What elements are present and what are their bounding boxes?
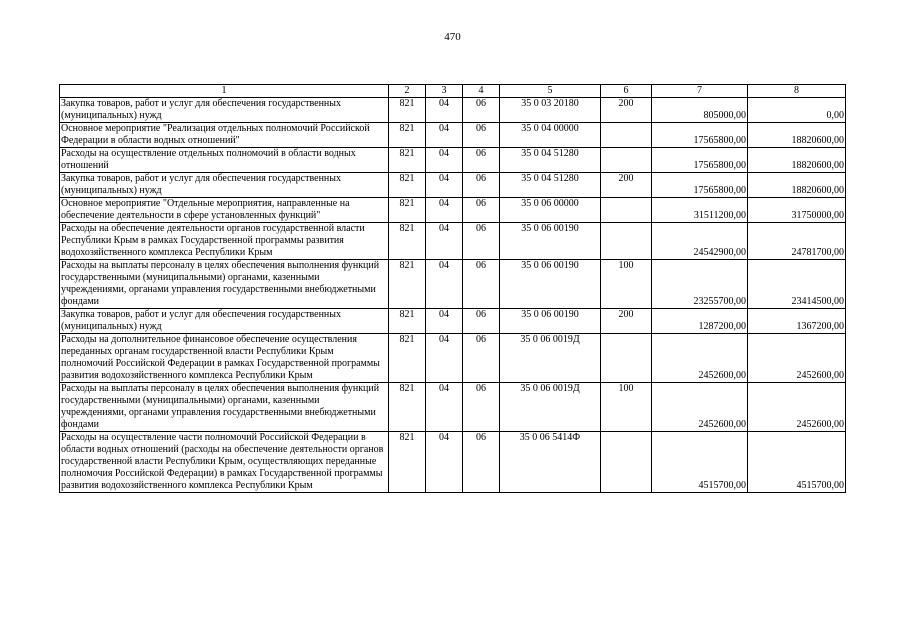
table-row (60, 148, 846, 173)
row-amount-col8: 18820600,00 (748, 148, 846, 173)
table-row (60, 198, 846, 223)
row-code-target: 35 0 06 5414Ф (500, 432, 601, 493)
table-row (60, 260, 846, 309)
row-description: Расходы на выплаты персоналу в целях обеспечения выполнения функций государственными (муниципальными) органами, казенными учреждениями, органами управления государственными внебюджетными фондами (60, 383, 389, 432)
row-code-section: 04 (426, 198, 463, 223)
row-code-ministry: 821 (389, 260, 426, 309)
column-header: 6 (601, 85, 652, 98)
row-code-section: 04 (426, 334, 463, 383)
row-amount-col8: 2452600,00 (748, 334, 846, 383)
row-code-subsection: 06 (463, 148, 500, 173)
row-description: Закупка товаров, работ и услуг для обеспечения государственных (муниципальных) нужд (60, 98, 389, 123)
row-code-subsection: 06 (463, 123, 500, 148)
row-code-subsection: 06 (463, 309, 500, 334)
row-code-ministry: 821 (389, 334, 426, 383)
row-amount-col8: 1367200,00 (748, 309, 846, 334)
column-header: 5 (500, 85, 601, 98)
row-amount-col7: 31511200,00 (652, 198, 748, 223)
row-description: Закупка товаров, работ и услуг для обеспечения государственных (муниципальных) нужд (60, 173, 389, 198)
row-amount-col8: 4515700,00 (748, 432, 846, 493)
row-code-ministry: 821 (389, 123, 426, 148)
row-code-subsection: 06 (463, 173, 500, 198)
row-code-subsection: 06 (463, 432, 500, 493)
row-description: Расходы на осуществление отдельных полномочий в области водных отношений (60, 148, 389, 173)
row-amount-col7: 17565800,00 (652, 123, 748, 148)
row-amount-col8: 24781700,00 (748, 223, 846, 260)
row-code-subsection: 06 (463, 98, 500, 123)
row-code-target: 35 0 06 00190 (500, 260, 601, 309)
row-code-ministry: 821 (389, 309, 426, 334)
row-amount-col7: 17565800,00 (652, 173, 748, 198)
row-amount-col8: 18820600,00 (748, 173, 846, 198)
row-code-target: 35 0 06 00190 (500, 223, 601, 260)
row-amount-col8: 0,00 (748, 98, 846, 123)
row-amount-col7: 23255700,00 (652, 260, 748, 309)
row-code-section: 04 (426, 432, 463, 493)
row-code-subsection: 06 (463, 334, 500, 383)
row-code-target: 35 0 06 00190 (500, 309, 601, 334)
row-code-target: 35 0 04 00000 (500, 123, 601, 148)
row-code-target: 35 0 06 0019Д (500, 334, 601, 383)
column-header: 3 (426, 85, 463, 98)
row-code-expense-type (601, 334, 652, 383)
column-header: 4 (463, 85, 500, 98)
row-description: Расходы на выплаты персоналу в целях обеспечения выполнения функций государственными (муниципальными) органами, казенными учреждениями, органами управления государственными внебюджетными фондами (60, 260, 389, 309)
page-number: 470 (444, 31, 461, 43)
row-code-ministry: 821 (389, 198, 426, 223)
row-description: Основное мероприятие "Реализация отдельных полномочий Российской Федерации в области водных отношений" (60, 123, 389, 148)
table-row (60, 123, 846, 148)
row-code-expense-type: 100 (601, 260, 652, 309)
row-code-section: 04 (426, 98, 463, 123)
column-header: 7 (652, 85, 748, 98)
row-code-section: 04 (426, 123, 463, 148)
row-description: Основное мероприятие "Отдельные мероприятия, направленные на обеспечение деятельности в сфере установленных функций" (60, 198, 389, 223)
row-code-subsection: 06 (463, 383, 500, 432)
row-description: Расходы на дополнительное финансовое обеспечение осуществления переданных органам государственной власти Республики Крым полномочий Российской Федерации в рамках Государственной программы развития водохозяйственного комплекса Республики Крым (60, 334, 389, 383)
row-description: Расходы на осуществление части полномочий Российской Федерации в области водных отношений (расходы на обеспечение деятельности органов государственной власти Республики Крым, осуществляющих переданные полномочия Российской Федерации) в рамках Государственной программы развития водохозяйственного комплекса Республики Крым (60, 432, 389, 493)
table-row (60, 383, 846, 432)
row-amount-col7: 805000,00 (652, 98, 748, 123)
row-amount-col8: 2452600,00 (748, 383, 846, 432)
row-code-ministry: 821 (389, 383, 426, 432)
row-amount-col8: 18820600,00 (748, 123, 846, 148)
row-code-ministry: 821 (389, 98, 426, 123)
column-header: 8 (748, 85, 846, 98)
column-header: 1 (60, 85, 389, 98)
row-description: Закупка товаров, работ и услуг для обеспечения государственных (муниципальных) нужд (60, 309, 389, 334)
row-code-expense-type: 200 (601, 173, 652, 198)
row-amount-col7: 2452600,00 (652, 383, 748, 432)
table-row (60, 173, 846, 198)
row-code-ministry: 821 (389, 223, 426, 260)
row-code-expense-type: 200 (601, 309, 652, 334)
table-row (60, 223, 846, 260)
table-row (60, 309, 846, 334)
row-code-section: 04 (426, 260, 463, 309)
row-code-expense-type (601, 148, 652, 173)
table-row (60, 334, 846, 383)
row-code-expense-type (601, 223, 652, 260)
row-code-ministry: 821 (389, 148, 426, 173)
row-code-target: 35 0 06 0019Д (500, 383, 601, 432)
row-code-expense-type: 100 (601, 383, 652, 432)
row-code-target: 35 0 03 20180 (500, 98, 601, 123)
row-amount-col8: 23414500,00 (748, 260, 846, 309)
row-code-section: 04 (426, 148, 463, 173)
row-code-target: 35 0 04 51280 (500, 173, 601, 198)
row-code-section: 04 (426, 309, 463, 334)
row-amount-col8: 31750000,00 (748, 198, 846, 223)
row-code-subsection: 06 (463, 223, 500, 260)
table-row (60, 432, 846, 493)
row-code-section: 04 (426, 223, 463, 260)
row-amount-col7: 1287200,00 (652, 309, 748, 334)
table-row (60, 98, 846, 123)
row-code-expense-type (601, 432, 652, 493)
row-code-expense-type (601, 123, 652, 148)
row-amount-col7: 17565800,00 (652, 148, 748, 173)
row-code-subsection: 06 (463, 260, 500, 309)
row-amount-col7: 24542900,00 (652, 223, 748, 260)
header-row (60, 85, 846, 98)
row-code-section: 04 (426, 173, 463, 198)
row-amount-col7: 2452600,00 (652, 334, 748, 383)
row-code-expense-type: 200 (601, 98, 652, 123)
row-code-expense-type (601, 198, 652, 223)
row-code-target: 35 0 04 51280 (500, 148, 601, 173)
row-code-target: 35 0 06 00000 (500, 198, 601, 223)
row-code-subsection: 06 (463, 198, 500, 223)
budget-table (59, 84, 846, 493)
column-header: 2 (389, 85, 426, 98)
row-code-ministry: 821 (389, 173, 426, 198)
row-code-section: 04 (426, 383, 463, 432)
row-amount-col7: 4515700,00 (652, 432, 748, 493)
row-description: Расходы на обеспечение деятельности органов государственной власти Республики Крым в рамках Государственной программы развития водохозяйственного комплекса Республики Крым (60, 223, 389, 260)
row-code-ministry: 821 (389, 432, 426, 493)
